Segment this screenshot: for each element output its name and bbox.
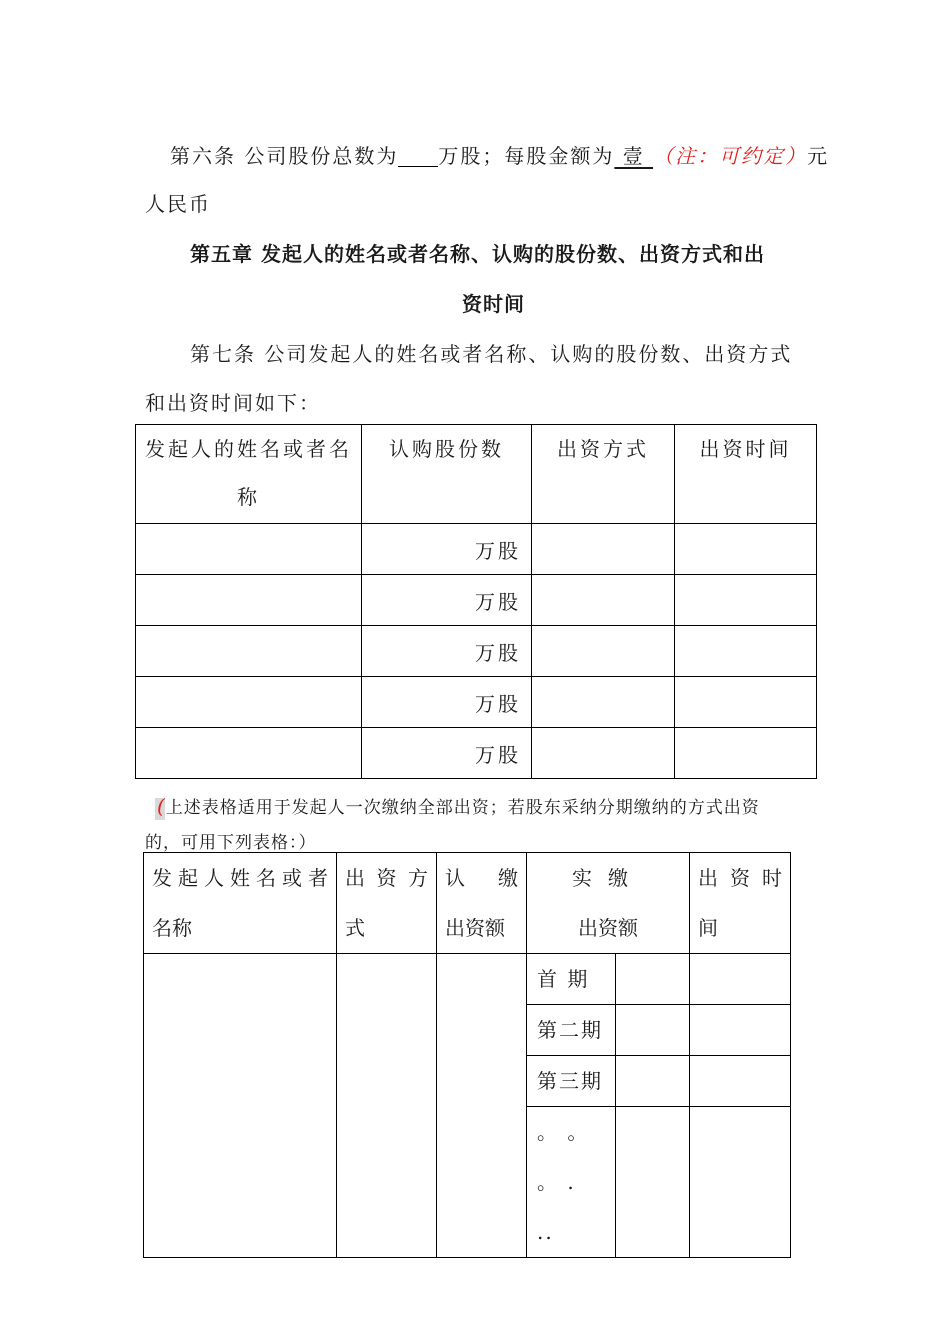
header-paid-in [527,853,690,954]
header-time: 出资时间 [675,425,817,524]
table-row [136,677,817,728]
cell-name[interactable] [136,677,362,728]
article-7-line-1: 第七条 公司发起人的姓名或者名称、认购的股份数、出资方式 [190,342,793,366]
cell-name[interactable] [136,575,362,626]
cell-phase-2: 第二期 [527,1005,616,1056]
header-method-line-2: 式 [345,916,365,940]
table-row [136,728,817,779]
installment-table-header [144,853,791,954]
cell-paid-3[interactable] [616,1056,690,1107]
cell-shares[interactable]: 万股 [362,524,532,575]
header-method: 出资方式 [532,425,675,524]
article-6-line-1 [170,140,829,169]
header-founder-name [136,425,362,524]
table-row [136,626,817,677]
cell-method[interactable] [532,575,675,626]
cell-method[interactable] [532,626,675,677]
cell-method[interactable] [532,677,675,728]
cell-time[interactable] [675,728,817,779]
installment-note-text-1: 上述表格适用于发起人一次缴纳全部出资；若股东采纳分期缴纳的方式出资 [165,798,760,818]
cell-name[interactable] [136,626,362,677]
article-7-line-2: 和出资时间如下： [145,391,321,415]
header-subscribed-line-1: 认 缴 [445,866,518,890]
header-time [690,853,791,954]
cell-time[interactable] [675,575,817,626]
header-founder-name-line-1: 发起人的姓名或者名 [145,437,352,461]
cell-time-more[interactable] [690,1107,791,1258]
article-6-note: （注：可约定） [653,144,808,168]
cell-shares[interactable]: 万股 [362,677,532,728]
cell-phase-3: 第三期 [527,1056,616,1107]
header-method [337,853,437,954]
table-row [136,575,817,626]
share-total-blank [398,146,438,167]
cell-paid-more[interactable] [616,1107,690,1258]
header-paid-in-line-1: 实缴 [572,866,644,890]
header-subscribed-line-2: 出资额 [445,916,505,940]
ellipsis-line-2: .. [537,1220,554,1244]
cell-time[interactable] [675,626,817,677]
cell-shares[interactable]: 万股 [362,575,532,626]
founders-table-header [136,425,817,524]
cell-time[interactable] [675,524,817,575]
ellipsis-line-1: 。 。 。 . [537,1120,590,1194]
cell-time-3[interactable] [690,1056,791,1107]
cell-method[interactable] [337,954,437,1258]
installment-table [143,852,791,1258]
cell-time[interactable] [675,677,817,728]
cell-phase-more [527,1107,616,1258]
article-6-line-2: 人民币 [145,192,211,216]
header-method-line-1: 出资方 [345,866,428,890]
article-6-mid: 万股；每股金额为 [438,144,615,168]
installment-note-line-1 [155,793,760,820]
cell-name[interactable] [136,728,362,779]
chapter-5-title-line-2: 资时间 [462,292,525,316]
cell-method[interactable] [532,524,675,575]
cell-phase-1: 首 期 [527,954,616,1005]
header-founder-name-line-2: 称 [237,485,260,509]
chapter-5-title-line-1: 第五章 发起人的姓名或者名称、认购的股份数、出资方式和出 [190,242,765,266]
article-6-suffix: 元 [807,144,830,168]
table-row [144,954,791,1005]
header-time-line-2: 间 [698,916,718,940]
cell-time-2[interactable] [690,1005,791,1056]
cell-paid-2[interactable] [616,1005,690,1056]
cell-shares[interactable]: 万股 [362,728,532,779]
table-row [136,524,817,575]
header-founder-name [144,853,337,954]
cell-name[interactable] [144,954,337,1258]
header-time-line-1: 出资时 [698,866,782,890]
share-amount: 壹 [614,144,654,168]
installment-note-line-2: 的，可用下列表格：） [145,833,317,853]
header-subscribed [437,853,527,954]
cell-shares[interactable]: 万股 [362,626,532,677]
founders-table [135,424,817,779]
cell-name[interactable] [136,524,362,575]
cell-paid-1[interactable] [616,954,690,1005]
cell-subscribed[interactable] [437,954,527,1258]
cell-method[interactable] [532,728,675,779]
article-6-prefix: 第六条 公司股份总数为 [170,144,399,168]
header-paid-in-line-2: 出资额 [578,916,638,940]
cell-time-1[interactable] [690,954,791,1005]
header-founder-name-line-1: 发起人姓名或者 [152,866,328,890]
note-open-paren: ( [157,794,166,818]
header-founder-name-line-2: 名称 [152,916,192,940]
header-shares: 认购股份数 [362,425,532,524]
